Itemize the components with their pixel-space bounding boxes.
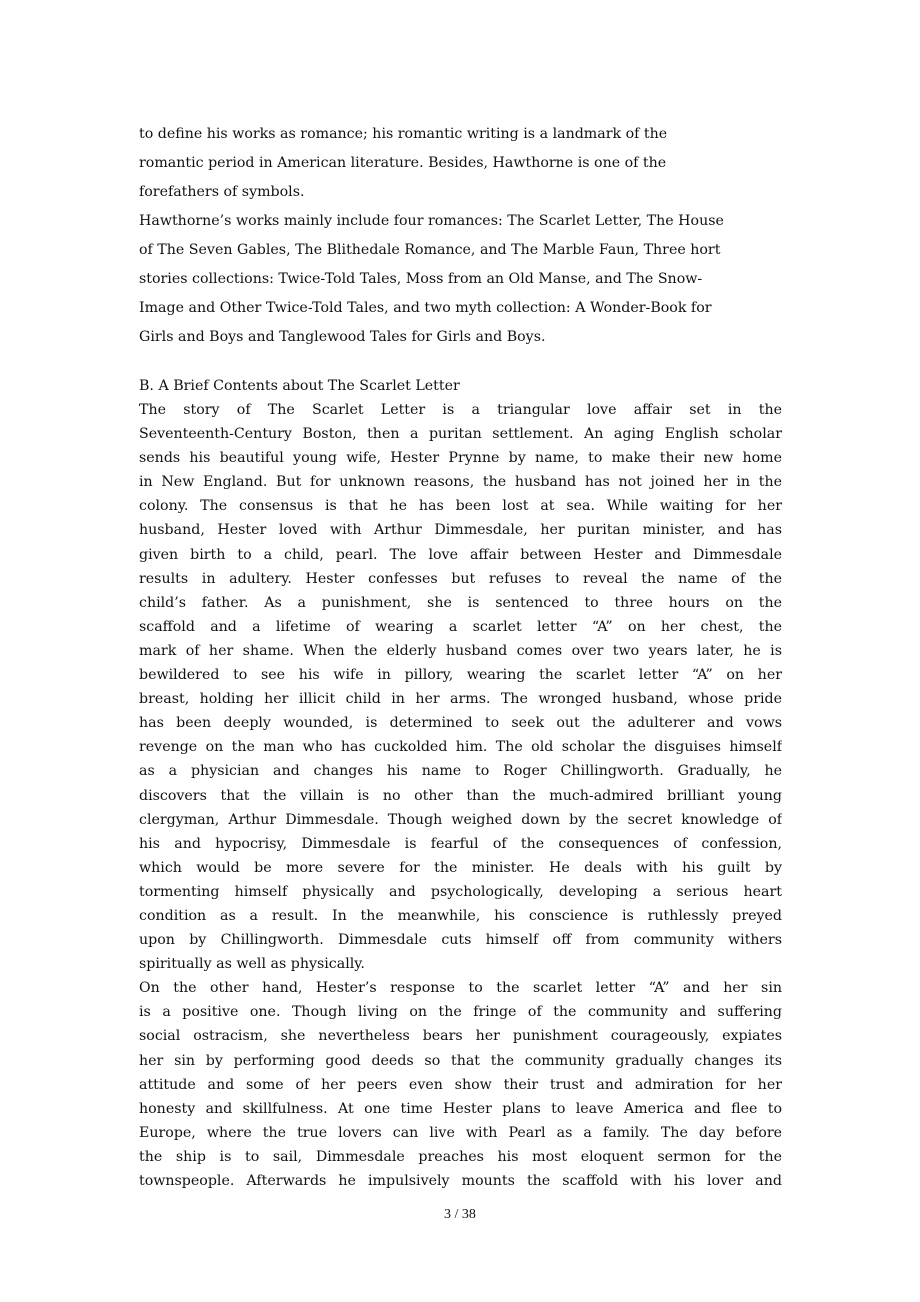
intro-line: of The Seven Gables, The Blithedale Romance, and The Marble Faun, Three hort xyxy=(139,242,721,258)
intro-line: to define his works as romance; his romantic writing is a landmark of the xyxy=(139,126,668,142)
paragraph-line: colony. The consensus is that he has been lost at sea. While waiting for her xyxy=(139,498,782,515)
paragraph-hester-response xyxy=(139,976,782,1193)
paragraph-line: social ostracism, she nevertheless bears her punishment courageously, expiates xyxy=(139,1028,782,1045)
paragraph-line: her sin by performing good deeds so that the community gradually changes its xyxy=(139,1052,782,1069)
paragraph-line: the ship is to sail, Dimmesdale preaches his most eloquent sermon for the xyxy=(139,1148,782,1165)
intro-line: Hawthorne’s works mainly include four romances: The Scarlet Letter, The House xyxy=(139,213,724,229)
intro-line: stories collections: Twice-Told Tales, Moss from an Old Manse, and The Snow- xyxy=(139,271,703,287)
paragraph-line: in New England. But for unknown reasons, the husband has not joined her in the xyxy=(139,474,782,491)
paragraph-line: condition as a result. In the meanwhile, his conscience is ruthlessly preyed xyxy=(139,907,782,924)
paragraph-line: scaffold and a lifetime of wearing a scarlet letter “A” on her chest, the xyxy=(139,618,782,635)
paragraph-line: results in adultery. Hester confesses but refuses to reveal the name of the xyxy=(139,570,782,587)
paragraph-line: as a physician and changes his name to Roger Chillingworth. Gradually, he xyxy=(139,763,782,780)
intro-line: romantic period in American literature. Besides, Hawthorne is one of the xyxy=(139,155,667,171)
paragraph-line: given birth to a child, pearl. The love affair between Hester and Dimmesdale xyxy=(139,546,782,563)
intro-line: Image and Other Twice-Told Tales, and two myth collection: A Wonder-Book for xyxy=(139,300,712,316)
page-number: 3 / 38 xyxy=(444,1207,476,1222)
paragraph-line: The story of The Scarlet Letter is a triangular love affair set in the xyxy=(139,402,782,418)
paragraph-line: bewildered to see his wife in pillory, wearing the scarlet letter “A” on her xyxy=(139,667,782,684)
paragraph-line: revenge on the man who has cuckolded him. The old scholar the disguises himself xyxy=(139,739,782,756)
paragraph-line: child’s father. As a punishment, she is sentenced to three hours on the xyxy=(139,594,782,611)
paragraph-line: husband, Hester loved with Arthur Dimmesdale, her puritan minister, and has xyxy=(139,522,782,539)
paragraph-line: his and hypocrisy, Dimmesdale is fearful of the consequences of confession, xyxy=(139,835,782,852)
paragraph-line: attitude and some of her peers even show their trust and admiration for her xyxy=(139,1076,782,1093)
paragraph-line: On the other hand, Hester’s response to the scarlet letter “A” and her sin xyxy=(139,980,782,997)
section-heading: B. A Brief Contents about The Scarlet Letter xyxy=(139,378,460,394)
intro-block xyxy=(139,120,782,352)
paragraph-line: spiritually as well as physically. xyxy=(139,956,365,973)
paragraph-line: clergyman, Arthur Dimmesdale. Though weighed down by the secret knowledge of xyxy=(139,811,782,828)
paragraph-line: Seventeenth-Century Boston, then a puritan settlement. An aging English scholar xyxy=(139,426,782,443)
paragraph-line: is a positive one. Though living on the fringe of the community and suffering xyxy=(139,1004,782,1021)
paragraph-line: mark of her shame. When the elderly husband comes over two years later, he is xyxy=(139,642,782,659)
intro-line: forefathers of symbols. xyxy=(139,184,305,200)
paragraph-line: discovers that the villain is no other than the much-admired brilliant young xyxy=(139,787,782,804)
paragraph-line: which would be more severe for the minister. He deals with his guilt by xyxy=(139,859,782,876)
paragraph-line: Europe, where the true lovers can live with Pearl as a family. The day before xyxy=(139,1124,782,1141)
paragraph-story xyxy=(139,398,782,976)
paragraph-line: has been deeply wounded, is determined to seek out the adulterer and vows xyxy=(139,715,782,732)
paragraph-line: upon by Chillingworth. Dimmesdale cuts himself off from community withers xyxy=(139,932,782,949)
paragraph-line: honesty and skillfulness. At one time Hester plans to leave America and flee to xyxy=(139,1100,782,1117)
paragraph-line: breast, holding her illicit child in her arms. The wronged husband, whose pride xyxy=(139,691,782,708)
paragraph-line: tormenting himself physically and psychologically, developing a serious heart xyxy=(139,883,782,900)
paragraph-line: townspeople. Afterwards he impulsively mounts the scaffold with his lover and xyxy=(139,1173,782,1189)
paragraph-line: sends his beautiful young wife, Hester Prynne by name, to make their new home xyxy=(139,450,782,467)
page-content xyxy=(139,120,782,1193)
intro-line: Girls and Boys and Tanglewood Tales for Girls and Boys. xyxy=(139,329,546,345)
